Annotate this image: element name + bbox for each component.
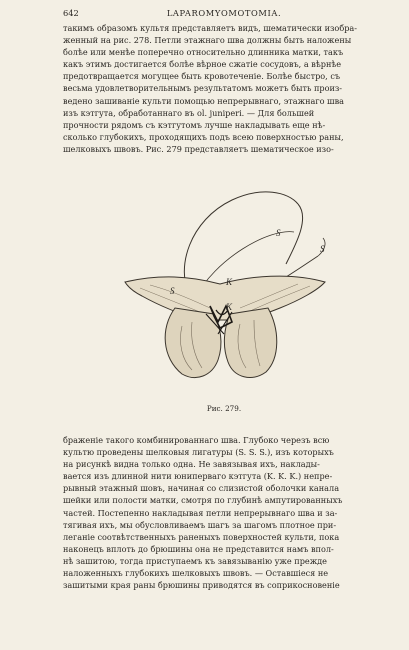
text-line: прочности рядомъ съ кэтгутомъ лучше накладывать еще нѣ-	[63, 119, 326, 130]
label-s-right: S	[320, 244, 325, 254]
text-line: нѣ зашитою, тогда приступаемъ къ завязыванію уже прежде	[63, 555, 327, 566]
text-line: ведено зашиваніе культи помощью непрерывнаго, этажнаго шва	[63, 95, 345, 106]
text-line: частей. Постепенно накладывая петли непрерывнаго шва и за-	[63, 507, 338, 518]
text-line: наконецъ вплоть до брюшины она не представится намъ впол-	[63, 543, 334, 554]
text-line: леганіе соотвѣтственныхъ раненыхъ поверхностей культи, пока	[63, 531, 340, 542]
running-title: LAPAROMYOMOTOMIA.	[166, 8, 282, 18]
text-line: женный на рис. 278. Петли этажнаго шва должны быть наложены	[63, 35, 352, 46]
label-k-lower: K	[226, 302, 233, 312]
stump-right-lobe	[224, 308, 276, 377]
label-s-left: S	[170, 286, 175, 296]
page-header	[63, 7, 385, 19]
text-line: рывный этажный шовъ, начиная со слизистой оболочки канала	[63, 483, 340, 494]
text-line: такимъ образомъ культя представляетъ видъ, шематически изобра-	[63, 23, 357, 33]
text-line: вается изъ длинной нити юниперваго кэтгута (K. K. K.) непре-	[63, 471, 333, 482]
text-line: на рисункѣ видна только одна. Не завязывая ихъ, наклады-	[63, 459, 320, 470]
text-line: изъ кэтгута, обработаннаго въ ol. juniperi. — Для большей	[63, 107, 315, 118]
text-line: какъ этимъ достигается болѣе вѣрное сжатіе сосудовъ, а вѣрнѣе	[63, 59, 342, 70]
uterus-stump-suture-illustration	[120, 188, 335, 383]
text-line: весьма удовлетворительнымъ результатомъ можетъ быть произ-	[63, 83, 343, 94]
suture-drawing	[120, 188, 335, 383]
paragraph-top	[63, 22, 385, 155]
figure-caption: Рис. 279.	[206, 404, 242, 413]
text-line: сколько глубокихъ, проходящихъ подъ всею поверхностью раны,	[63, 131, 344, 142]
text-line: тягивая ихъ, мы обусловливаемъ шагъ за шагомъ плотное при-	[63, 519, 337, 530]
text-line: шейки или полости матки, смотря по глубинѣ ампутированныхъ	[63, 495, 343, 506]
text-line: зашитыми края раны брюшины приводятся въ соприкосновеніе	[63, 580, 340, 591]
stump-left-lobe	[165, 308, 221, 378]
text-line: культю проведены шелковыя лигатуры (S. S. S.), изъ которыхъ	[63, 447, 334, 458]
suture-thread-upper-right	[286, 204, 303, 264]
page-number: 642	[63, 8, 79, 18]
label-s-upper: S	[276, 228, 281, 238]
text-line: предотвращается могущее быть кровотеченіе. Болѣе быстро, съ	[63, 71, 341, 82]
paragraph-bottom	[63, 434, 385, 591]
text-line: наложенныхъ глубокихъ шелковыхъ швовъ. — Оставшіеся не	[63, 568, 329, 579]
text-line: болѣе или менѣе поперечно относительно длинника матки, такъ	[63, 47, 344, 58]
label-k-upper: K	[226, 277, 233, 287]
text-line: браженіе такого комбинированнаго шва. Глубоко черезъ всю	[63, 435, 330, 445]
text-line: шелковыхъ швовъ. Рис. 279 представляетъ шематическое изо-	[63, 143, 334, 154]
